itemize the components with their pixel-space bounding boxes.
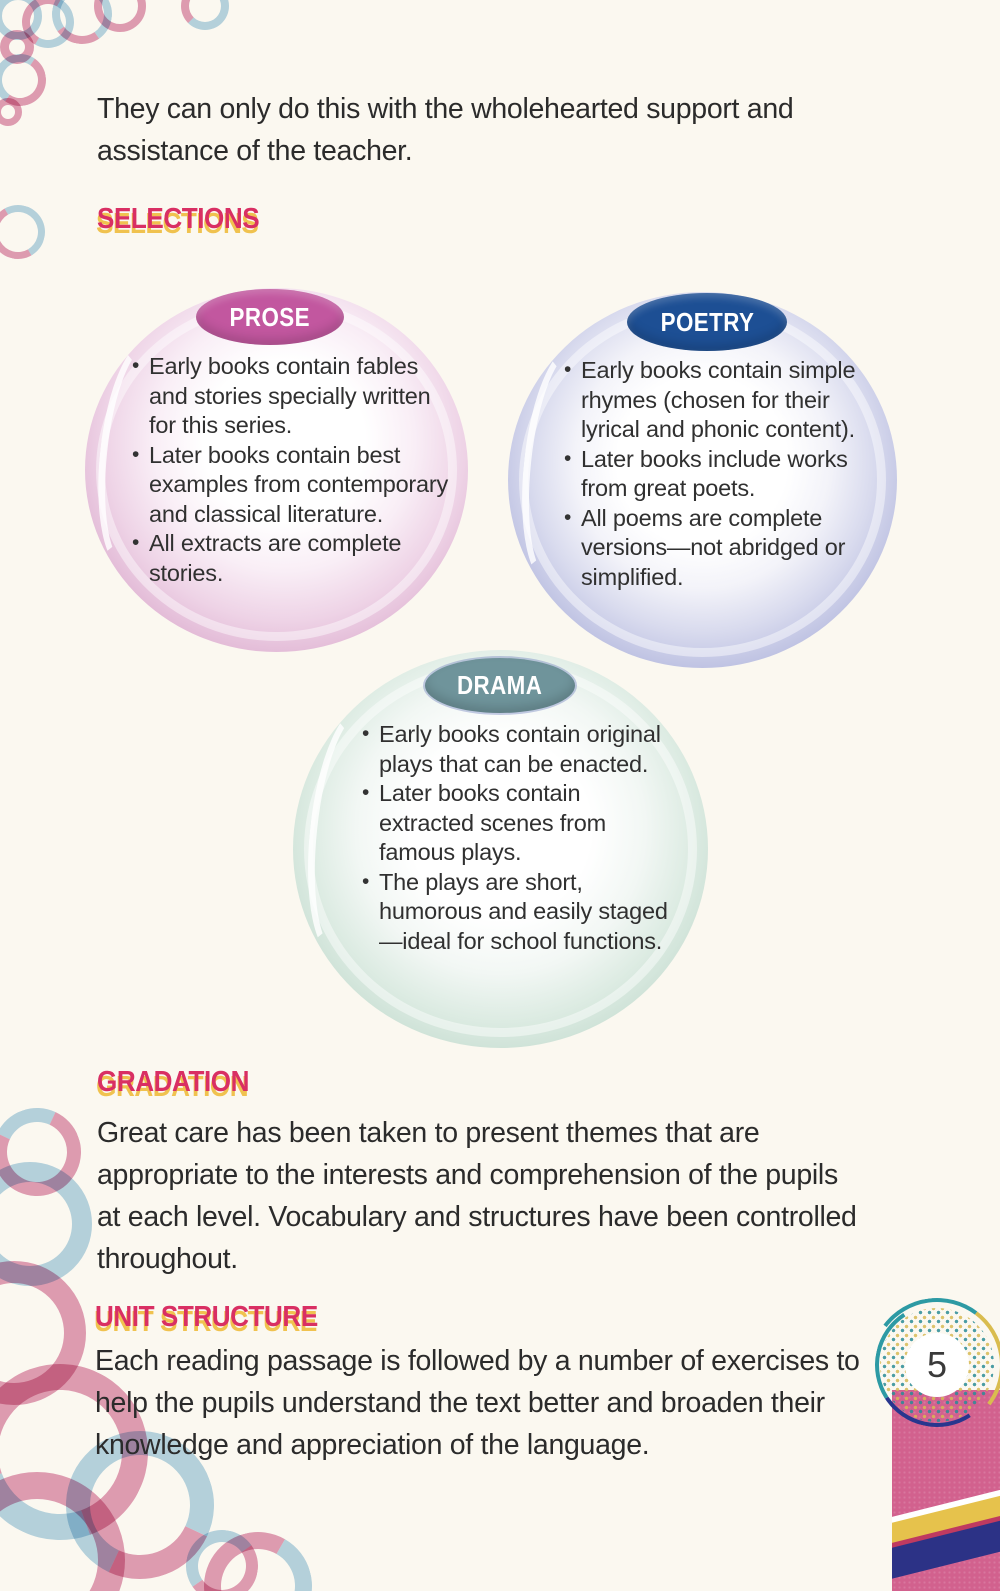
bullet-item: • All poems are complete versions—not abridged or simplified. (562, 504, 870, 593)
intro-paragraph: They can only do this with the wholehearted support and assistance of the teacher. (97, 93, 794, 167)
bullet-item: • Later books include works from great poets. (562, 445, 870, 504)
prose-bullet-list (130, 352, 452, 588)
drama-badge (425, 658, 575, 713)
poetry-badge-label: POETRY (660, 306, 754, 337)
gradation-paragraph: Great care has been taken to present themes that are appropriate to the interests and comprehension of the pupils at each level. Vocabulary and structures have been controlled throughout. (97, 1117, 857, 1275)
bullet-item: • The plays are short, humorous and easily staged—ideal for school functions. (360, 868, 676, 957)
ring-decoration (0, 98, 22, 126)
poetry-badge (627, 293, 787, 351)
ring-decoration (181, 0, 229, 30)
poetry-bullet-list (562, 356, 870, 592)
page-number: 5 (905, 1333, 969, 1397)
unit-structure-heading: UNIT STRUCTURE (95, 1301, 318, 1333)
gradation-heading: GRADATION (97, 1066, 250, 1098)
page-number-circle (880, 1308, 994, 1422)
ring-decoration (0, 199, 51, 265)
bullet-item: • Later books contain extracted scenes from famous plays. (360, 779, 676, 868)
bullet-item: • Later books contain best examples from contemporary and classical literature. (130, 441, 452, 530)
prose-badge-label: PROSE (229, 301, 311, 332)
selections-heading: SELECTIONS (97, 203, 260, 235)
drama-badge-label: DRAMA (457, 670, 543, 700)
drama-bullet-list (360, 720, 676, 956)
unit-structure-paragraph: Each reading passage is followed by a number of exercises to help the pupils understand the text better and broaden their knowledge and appreciation of the language. (95, 1345, 860, 1461)
prose-badge (196, 289, 344, 345)
bullet-item: • All extracts are complete stories. (130, 529, 452, 588)
bullet-item: • Early books contain fables and stories specially written for this series. (130, 352, 452, 441)
bullet-item: • Early books contain original plays that can be enacted. (360, 720, 676, 779)
bullet-item: • Early books contain simple rhymes (chosen for their lyrical and phonic content). (562, 356, 870, 445)
